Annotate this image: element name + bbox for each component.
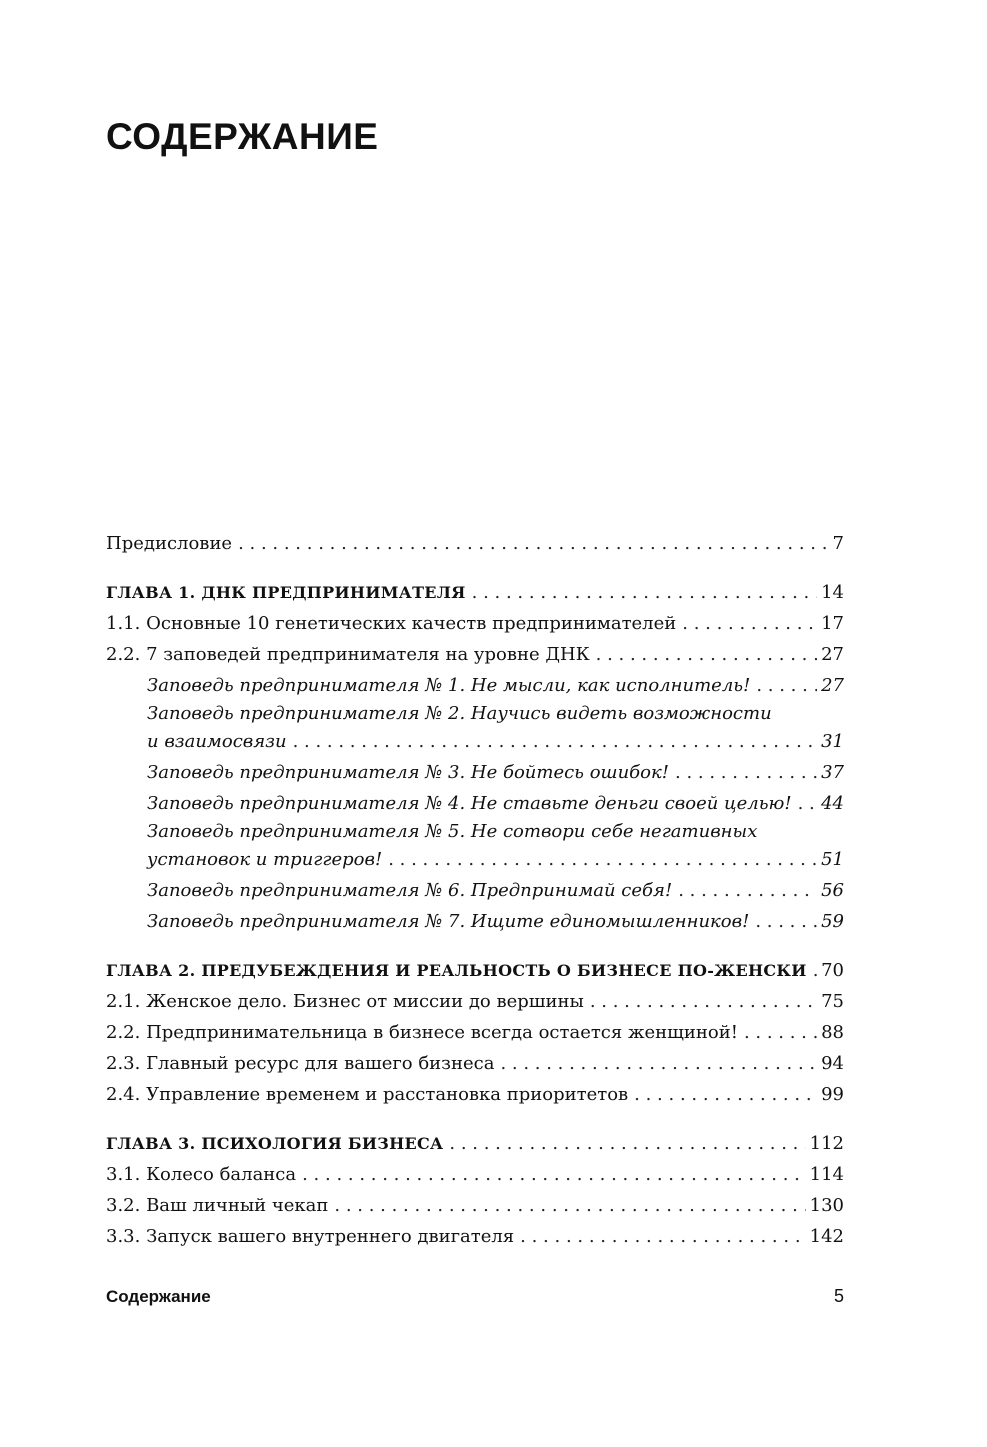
toc-commandment-5[interactable] xyxy=(106,819,844,875)
dot-leader xyxy=(634,1079,817,1110)
toc-commandment-2[interactable] xyxy=(106,701,844,757)
toc-commandment-1[interactable] xyxy=(106,670,844,701)
toc-entry-preface[interactable] xyxy=(106,528,844,559)
toc-chapter-3[interactable] xyxy=(106,1128,844,1159)
toc-entry-label: 2.1. Женское дело. Бизнес от миссии до вершины xyxy=(106,991,584,1012)
toc-entry-2-3[interactable] xyxy=(106,1048,844,1079)
toc-entry-label-line2: и взаимосвязи xyxy=(147,731,287,752)
dot-leader xyxy=(682,608,817,639)
toc-page-number: 94 xyxy=(821,1053,844,1074)
toc-commandment-3[interactable] xyxy=(106,757,844,788)
toc-page-number: 37 xyxy=(821,762,844,783)
toc-entry-label: 2.3. Главный ресурс для вашего бизнеса xyxy=(106,1053,495,1074)
toc-entry-label: 3.2. Ваш личный чекап xyxy=(106,1195,329,1216)
toc-page-number: 51 xyxy=(821,849,844,870)
toc-page-number: 114 xyxy=(809,1164,844,1185)
toc-entry-2-2b[interactable] xyxy=(106,1017,844,1048)
toc-entry-label-line1: Заповедь предпринимателя № 5. Не сотвори себе негативных xyxy=(147,821,758,842)
toc-entry-label: ГЛАВА 2. ПРЕДУБЕЖДЕНИЯ И РЕАЛЬНОСТЬ О БИЗНЕСЕ ПО-ЖЕНСКИ xyxy=(106,961,807,980)
toc-chapter-1[interactable] xyxy=(106,577,844,608)
dot-leader xyxy=(755,906,817,937)
toc-entry-3-1[interactable] xyxy=(106,1159,844,1190)
toc-entry-label: 2.2. 7 заповедей предпринимателя на уровне ДНК xyxy=(106,644,590,665)
toc-page-number: 59 xyxy=(821,911,844,932)
toc-entry-label: 3.1. Колесо баланса xyxy=(106,1164,297,1185)
dot-leader xyxy=(520,1221,805,1252)
toc-page-number: 14 xyxy=(821,582,844,603)
dot-leader xyxy=(449,1128,805,1159)
toc-page-number: 31 xyxy=(821,731,844,752)
toc-commandment-7[interactable] xyxy=(106,906,844,937)
toc-page-number: 44 xyxy=(821,793,844,814)
toc-page-number: 27 xyxy=(821,675,844,696)
toc-page-number: 88 xyxy=(821,1022,844,1043)
running-footer-section: Содержание xyxy=(106,1287,211,1306)
dot-leader xyxy=(756,670,817,701)
toc-entry-label: ГЛАВА 1. ДНК ПРЕДПРИНИМАТЕЛЯ xyxy=(106,583,466,602)
dot-leader xyxy=(334,1190,805,1221)
toc-entry-2-4[interactable] xyxy=(106,1079,844,1110)
dot-leader xyxy=(472,577,817,608)
toc-page-number: 17 xyxy=(821,613,844,634)
dot-leader xyxy=(293,726,818,757)
toc-chapter-2[interactable] xyxy=(106,955,844,986)
toc-page-number: 56 xyxy=(821,880,844,901)
page-number: 5 xyxy=(833,1286,844,1306)
toc-page-number: 130 xyxy=(809,1195,844,1216)
toc-entry-label: Заповедь предпринимателя № 6. Предпринимай себя! xyxy=(147,880,673,901)
toc-entry-1-1[interactable] xyxy=(106,608,844,639)
dot-leader xyxy=(590,986,817,1017)
dot-leader xyxy=(302,1159,806,1190)
toc-entry-2-1[interactable] xyxy=(106,986,844,1017)
dot-leader xyxy=(744,1017,817,1048)
toc-entry-label: 1.1. Основные 10 генетических качеств предпринимателей xyxy=(106,613,677,634)
dot-leader xyxy=(500,1048,817,1079)
dot-leader xyxy=(388,844,817,875)
dot-leader xyxy=(798,788,817,819)
toc-page-number: 75 xyxy=(821,991,844,1012)
toc-entry-label: Заповедь предпринимателя № 1. Не мысли, как исполнитель! xyxy=(147,675,751,696)
toc-page-number: 7 xyxy=(832,533,844,554)
toc-entry-3-2[interactable] xyxy=(106,1190,844,1221)
toc-page-number: 112 xyxy=(809,1133,844,1154)
toc-entry-label: 2.2. Предпринимательница в бизнесе всегда остается женщиной! xyxy=(106,1022,738,1043)
toc-page-number: 70 xyxy=(821,960,844,981)
table-of-contents xyxy=(106,528,844,1252)
toc-entry-label: Заповедь предпринимателя № 7. Ищите единомышленников! xyxy=(147,911,750,932)
toc-entry-label: Предисловие xyxy=(106,533,233,554)
dot-leader xyxy=(678,875,817,906)
toc-entry-label: Заповедь предпринимателя № 3. Не бойтесь ошибок! xyxy=(147,762,669,783)
toc-entry-label: ГЛАВА 3. ПСИХОЛОГИЯ БИЗНЕСА xyxy=(106,1134,444,1153)
toc-entry-label: Заповедь предпринимателя № 4. Не ставьте деньги своей целью! xyxy=(147,793,792,814)
toc-entry-3-3[interactable] xyxy=(106,1221,844,1252)
toc-page-number: 142 xyxy=(809,1226,844,1247)
toc-entry-label: 3.3. Запуск вашего внутреннего двигателя xyxy=(106,1226,515,1247)
toc-entry-label: 2.4. Управление временем и расстановка приоритетов xyxy=(106,1084,629,1105)
toc-commandment-6[interactable] xyxy=(106,875,844,906)
toc-entry-label-line1: Заповедь предпринимателя № 2. Научись видеть возможности xyxy=(147,703,772,724)
dot-leader xyxy=(596,639,817,670)
toc-page-number: 27 xyxy=(821,644,844,665)
dot-leader xyxy=(675,757,817,788)
toc-entry-2-2[interactable] xyxy=(106,639,844,670)
toc-commandment-4[interactable] xyxy=(106,788,844,819)
dot-leader xyxy=(238,528,828,559)
toc-entry-label-line2: установок и триггеров! xyxy=(147,849,383,870)
page-title: СОДЕРЖАНИЕ xyxy=(106,116,379,157)
toc-page-number: 99 xyxy=(821,1084,844,1105)
